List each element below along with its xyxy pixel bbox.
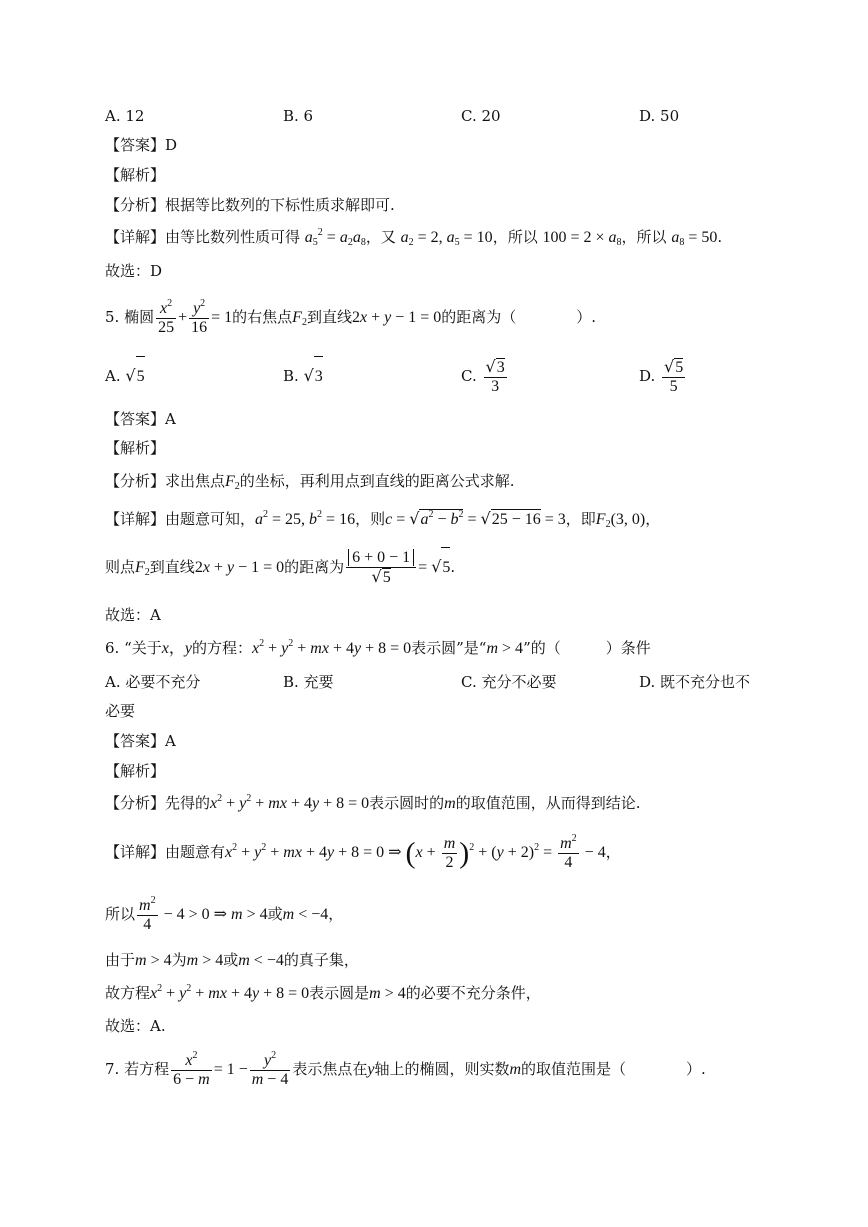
q5-stem: 5. 椭圆 $\frac{x^2}{25}$ + $\frac{y^2}{16}$ = 1的右焦点$F_2$到直线2x + y − 1 = 0的距离为（ ）. [105, 297, 597, 336]
option-a: A. 必要不充分 [105, 673, 201, 691]
q6-suoyi: 所以 $\frac{m^2}{4}$ − 4 > 0 ⇒ m > 4或m < −4， [105, 894, 344, 933]
q6-options [105, 672, 785, 692]
option-d: D. $\frac{√5}{5}$ [639, 357, 684, 395]
q5-fenxi: 【分析】求出焦点$F_2$的坐标，再利用点到直线的距离公式求解. [105, 472, 515, 492]
q6-jiexi: 【解析】 [105, 762, 166, 780]
option-d: D. 50 [639, 107, 680, 125]
q6-gu: 故方程$x^2 + y^2$ + mx + 4y + 8 = 0表示圆是m > 4的必要不充分条件， [105, 983, 541, 1002]
q5-xiangjie: 【详解】由题意可知，$a^2 = 25$, $b^2 = 16$，则$c = √a^2 - b^2 = √25 - 16 = 3$，即$F_2(3$, 0)， [105, 509, 661, 530]
option-d: D. 既不充分也不 [639, 673, 751, 691]
q6-guxuan: 故选：A. [105, 1017, 166, 1035]
q5-jiexi: 【解析】 [105, 439, 166, 457]
option-a: A. √5 [105, 356, 283, 397]
q6-fenxi: 【分析】先得的$x^2 + y^2$ + mx + 4y + 8 = 0表示圆时的m的取值范围，从而得到结论. [105, 793, 641, 812]
q4-options [105, 106, 785, 126]
q6-youyu: 由于m > 4为m > 4或m < −4的真子集， [105, 951, 359, 969]
option-b: B. 充要 [283, 673, 334, 691]
option-b: B. √3 [283, 356, 461, 397]
option-c: C. 充分不必要 [461, 673, 557, 691]
q4-fenxi: 【分析】根据等比数列的下标性质求解即可. [105, 196, 395, 214]
q5-guxuan: 故选：A [105, 606, 161, 624]
option-a: A. 12 [105, 107, 145, 125]
option-c: C. 20 [461, 107, 501, 125]
q6-stem: 6. “关于x，y的方程：$x^2 + y^2$ + mx + 4y + 8 = 0表示圆”是“m > 4”的（ ）条件 [105, 638, 651, 657]
q4-jiexi: 【解析】 [105, 166, 166, 184]
q4-guxuan: 故选：D [105, 262, 163, 280]
q4-xiangjie: 【详解】由等比数列性质可得 $a_5^2 = a_2a_8$，又 $a_2 = 2$, $a_5 = 10$，所以 $100 = 2 \times a_8$，所以 $a_8 = 50$. [105, 227, 723, 248]
option-c: C. $\frac{√3}{3}$ [461, 357, 505, 395]
q4-answer: 【答案】D [105, 136, 178, 154]
q6-xiangjie: 【详解】由题意有$x^2 + y^2$ + mx + 4y + 8 = 0 ⇒ (x + $\frac{m}{2}$ )$^2 + (y + 2)^2$ = $\frac{m^2}{4}$ − 4， [105, 832, 621, 871]
q7-stem: 7. 若方程 $\frac{x^2}{6 - m}$ = 1 − $\frac{y^2}{m - 4}$ 表示焦点在y轴上的椭圆，则实数m的取值范围是（ ）. [105, 1049, 706, 1088]
q5-options [105, 356, 785, 397]
q6-answer: 【答案】A [105, 732, 176, 750]
q5-distance: 则点$F_2$到直线2x + y − 1 = 0的距离为 $\frac{6 + 0 - 1}{√5}$ = √5. [105, 549, 456, 586]
option-b: B. 6 [283, 107, 314, 125]
q6-option-wrap: 必要 [105, 702, 136, 720]
q5-answer: 【答案】A [105, 410, 176, 428]
